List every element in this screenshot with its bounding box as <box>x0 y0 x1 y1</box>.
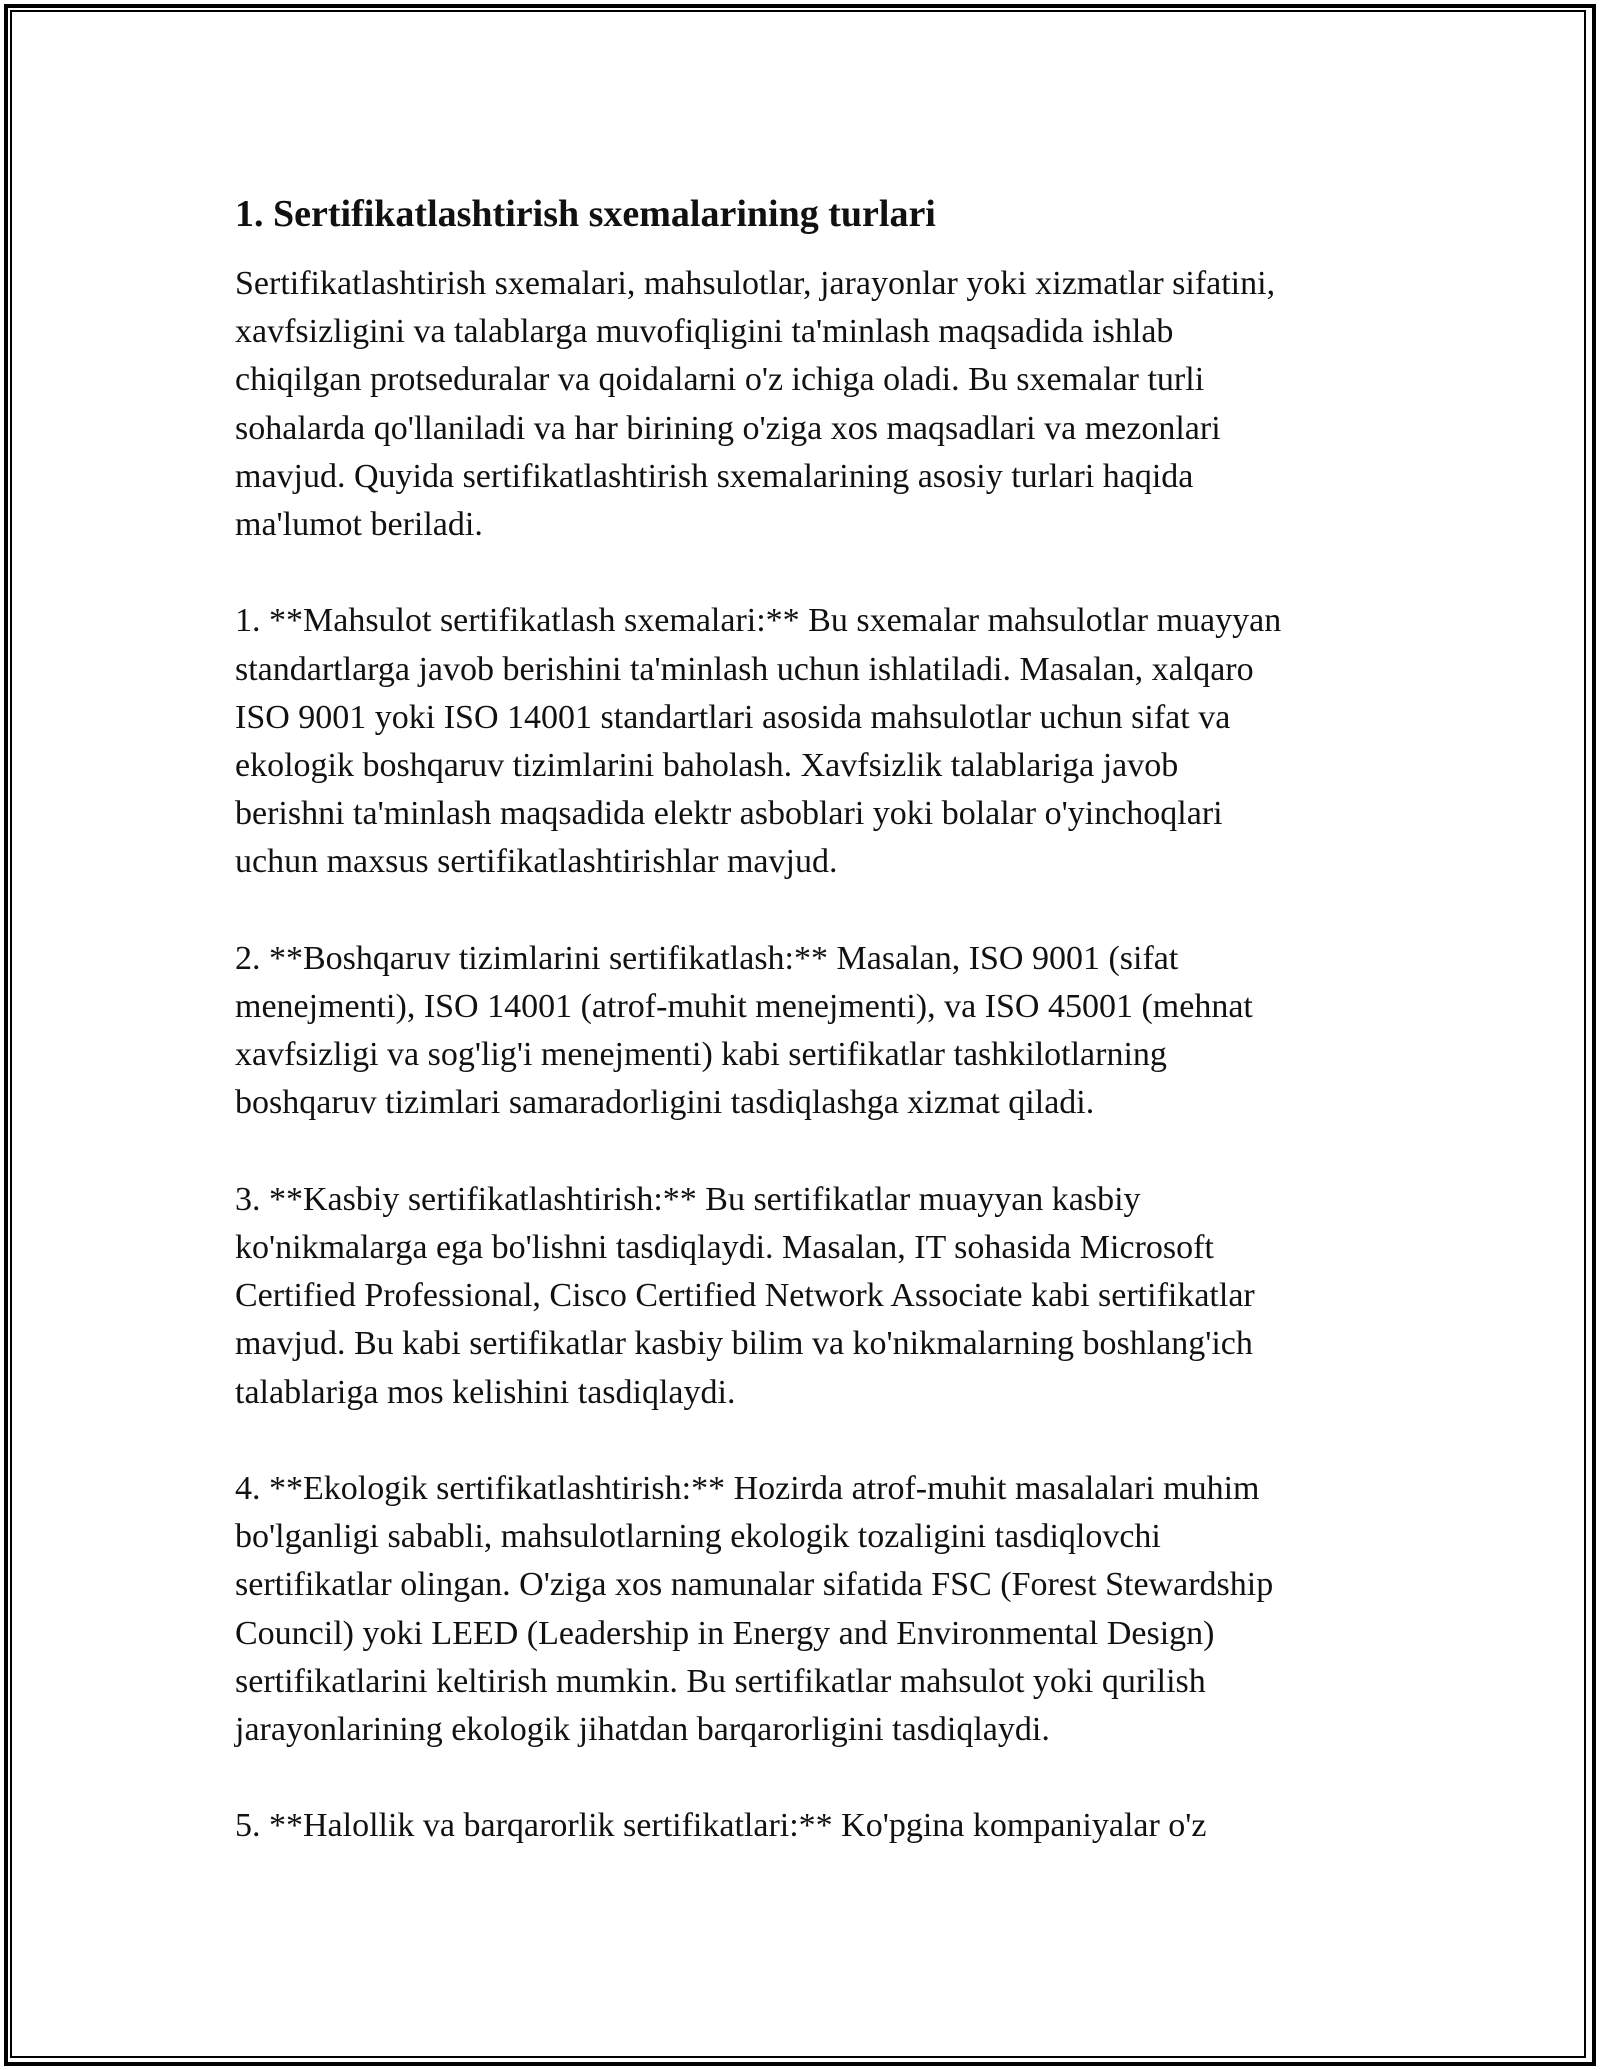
paragraph-management-systems: 2. **Boshqaruv tizimlarini sertifikatlash:** Masalan, ISO 9001 (sifat menejmenti), ISO 14001 (atrof-muhit menejmenti), va ISO 45001 (mehnat xavfsizligi va sog'lig'i menejmenti) kabi sertifikatlar tashkilotlarning boshqaruv tizimlari samaradorligini tasdiqlashga xizmat qiladi. <box>235 939 1253 1122</box>
paragraph-professional-certification: 3. **Kasbiy sertifikatlashtirish:** Bu sertifikatlar muayyan kasbiy ko'nikmalarga ega bo'lishni tasdiqlaydi. Masalan, IT sohasida Microsoft Certified Professional, Cisco Certified Network Associate kabi sertifikatlar mavjud. Bu kabi sertifikatlar kasbiy bilim va ko'nikmalarning boshlang'ich talablariga mos kelishini tasdiqlaydi. <box>235 1180 1255 1411</box>
paragraph-ecological-certification: 4. **Ekologik sertifikatlashtirish:** Hozirda atrof-muhit masalalari muhim bo'lganligi sababli, mahsulotlarning ekologik tozaligini tasdiqlovchi sertifikatlar olingan. O'ziga xos namunalar sifatida FSC (Forest Stewardship Council) yoki LEED (Leadership in Energy and Environmental Design) sertifikatlarini keltirish mumkin. Bu sertifikatlar mahsulot yoki qurilish jarayonlarining ekologik jihatdan barqarorligini tasdiqlaydi. <box>235 1470 1274 1749</box>
intro-paragraph: Sertifikatlashtirish sxemalari, mahsulotlar, jarayonlar yoki xizmatlar sifatini, xavfsizligini va talablarga muvofiqligini ta'minlash maqsadida ishlab chiqilgan protseduralar va qoidalarni o'z ichiga oladi. Bu sxemalar turli sohalarda qo'llaniladi va har birining o'ziga xos maqsadlari va mezonlari mavjud. Quyida sertifikatlashtirish sxemalarining asosiy turlari haqida ma'lumot beriladi. <box>235 265 1276 544</box>
document-body <box>235 190 1385 1851</box>
section-heading: 1. Sertifikatlashtirish sxemalarining turlari <box>235 193 936 235</box>
paragraph-product-certification: 1. **Mahsulot sertifikatlash sxemalari:** Bu sxemalar mahsulotlar muayyan standartlarga javob berishini ta'minlash uchun ishlatiladi. Masalan, xalqaro ISO 9001 yoki ISO 14001 standartlari asosida mahsulotlar uchun sifat va ekologik boshqaruv tizimlarini baholash. Xavfsizlik talablariga javob berishni ta'minlash maqsadida elektr asboblari yoki bolalar o'yinchoqlari uchun maxsus sertifikatlashtirishlar mavjud. <box>235 602 1282 881</box>
paragraph-integrity-certificates: 5. **Halollik va barqarorlik sertifikatlari:** Ko'pgina kompaniyalar o'z <box>235 1807 1207 1845</box>
